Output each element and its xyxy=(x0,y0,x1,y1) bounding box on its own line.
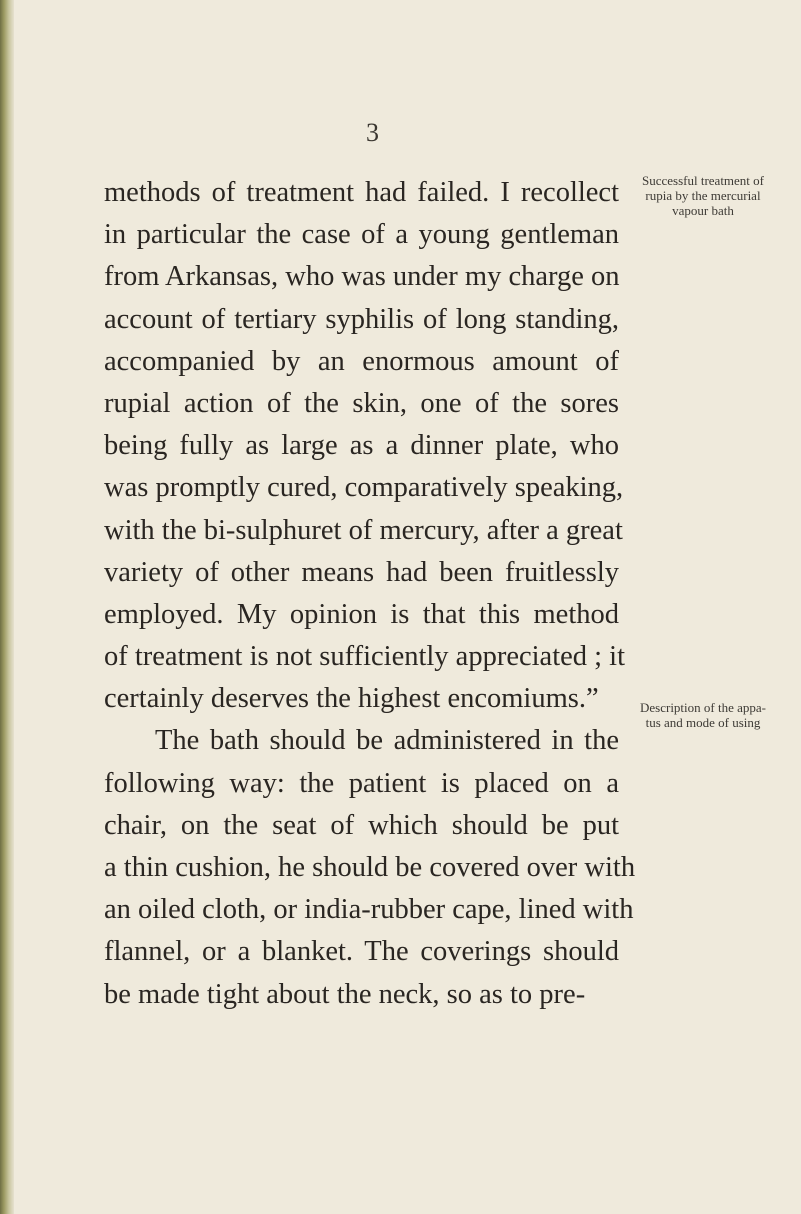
text-line-6: rupial action of the skin, one of the sores xyxy=(104,387,619,419)
text-line-15: following way: the patient is placed on a xyxy=(104,767,619,799)
text-line-16: chair, on the seat of which should be put xyxy=(104,809,619,841)
text-line-17: a thin cushion, he should be covered over with xyxy=(104,852,636,883)
text-line-7: being fully as large as a dinner plate, who xyxy=(104,430,619,462)
book-binding-edge xyxy=(0,0,14,1214)
text-line-13: certainly deserves the highest encomiums.” xyxy=(104,683,599,715)
text-line-9: with the bi-sulphuret of mercury, after a great xyxy=(104,514,623,546)
text-line-19: flannel, or a blanket. The coverings should xyxy=(104,936,619,968)
text-line-8: was promptly cured, comparatively speaking, xyxy=(104,472,624,504)
text-line-12: of treatment is not sufficiently appreciated ; it xyxy=(104,641,626,673)
text-line-14: The bath should be administered in the xyxy=(155,725,619,757)
text-line-10: variety of other means had been fruitlessly xyxy=(104,556,619,588)
text-line-20: be made tight about the neck, so as to pre- xyxy=(104,978,586,1010)
text-line-18: an oiled cloth, or india-rubber cape, lined with xyxy=(104,894,634,926)
margin-note-successful-treatment: Successful treatment of rupia by the mercurial vapour bath xyxy=(641,173,764,218)
page-number: 3 xyxy=(366,118,379,147)
text-line-5: accompanied by an enormous amount of xyxy=(104,345,619,377)
text-line-11: employed. My opinion is that this method xyxy=(104,598,619,630)
text-line-2: in particular the case of a young gentleman xyxy=(104,219,619,251)
margin-note-description-apparatus: Description of the appa- tus and mode of using xyxy=(640,700,766,730)
text-line-1: methods of treatment had failed. I recollect xyxy=(104,177,619,208)
text-line-3: from Arkansas, who was under my charge on xyxy=(104,261,620,293)
text-line-4: account of tertiary syphilis of long standing, xyxy=(104,303,619,335)
body-text xyxy=(104,172,636,1016)
